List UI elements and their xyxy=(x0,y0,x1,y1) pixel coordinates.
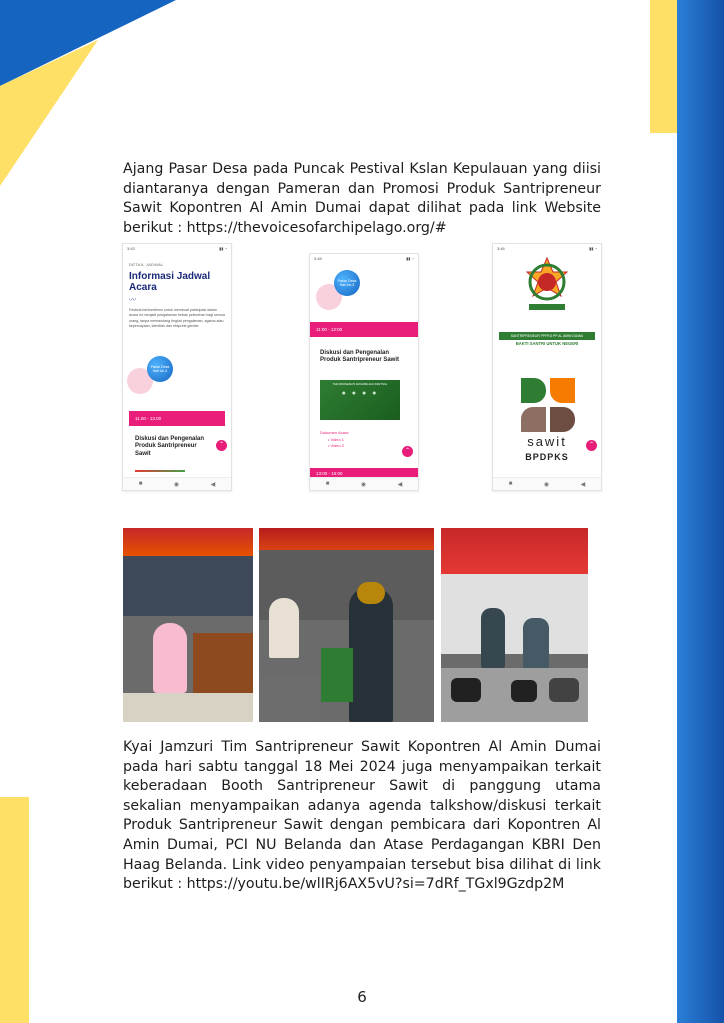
paragraph-intro: Ajang Pasar Desa pada Puncak Pestival Kslan Kepulauan yang diisi diantaranya dengan Pameran dan Promosi Produk Santripreneur Sawit Kopontren Al Amin Dumai dapat dilihat pada link Website berikut : https://thevoicesofarchipelago.org/# xyxy=(123,161,601,236)
event-title: Diskusi dan Pengenalan Produk Santripreneur Sawit xyxy=(320,350,400,364)
signal-icon: ▮▮ ◔ xyxy=(406,256,414,261)
poster-title: THE INDONESIA'S ARCHIPELAGO FESTIVAL xyxy=(332,383,388,386)
video-link-1[interactable]: • Video 1 xyxy=(328,437,345,442)
video-link-2[interactable]: • Video 2 xyxy=(328,443,345,448)
schedule-body: Festival berkomitmen untuk membuat partisipasi dalam acara ini menjadi pengalaman bebas pelecehan bagi semua orang, tanpa memandang tingkat pengalaman, agama atau kepercayaan, identitas dan ekspresi gender. xyxy=(129,308,225,329)
progress-strip xyxy=(135,470,185,472)
signal-icon: ▮▮ ◔ xyxy=(589,246,597,251)
back-icon[interactable]: ◀ xyxy=(580,481,586,488)
android-nav xyxy=(123,477,231,490)
expand-button[interactable]: ⌃ xyxy=(586,440,597,451)
schedule-title: Informasi Jadwal Acara xyxy=(129,271,211,293)
event-title: Diskusi dan Pengenalan Produk Santripreneur Sawit xyxy=(135,436,205,457)
square-icon[interactable]: ■ xyxy=(138,481,143,487)
right-yellow-strip xyxy=(650,0,677,133)
booth-photo-3 xyxy=(441,528,588,722)
phone-screenshot-schedule xyxy=(122,243,232,491)
page-number: 6 xyxy=(357,988,367,1006)
documents-heading: Dokumen Acara xyxy=(320,430,349,435)
back-icon[interactable]: ◀ xyxy=(210,481,216,488)
day-bubble[interactable]: Pasar Desa Hari ke-3 xyxy=(147,356,173,382)
home-icon[interactable]: ◉ xyxy=(360,481,367,488)
expand-button[interactable]: ⌃ xyxy=(402,446,413,457)
event-poster xyxy=(320,380,400,420)
bpdpks-mark xyxy=(521,378,577,432)
detail-label: DETAIL JADWAL xyxy=(129,262,164,267)
signal-icon: ▮▮ ◔ xyxy=(219,246,227,251)
booth-photo-2 xyxy=(259,528,434,722)
time-slot-bar[interactable]: 11:00 - 13:00 xyxy=(310,322,418,337)
time-slot-bar[interactable]: 11.00 - 13.00 xyxy=(129,411,225,426)
expand-button[interactable]: ⌃ xyxy=(216,440,227,451)
square-icon[interactable]: ■ xyxy=(508,481,513,487)
phone-screenshot-event xyxy=(309,253,419,491)
back-icon[interactable]: ◀ xyxy=(397,481,403,488)
wave-icon: 〰 xyxy=(129,297,136,304)
santripreneur-banner: SANTRIPRENEUR PPPKS PP AL AMIN DUMAI xyxy=(499,332,595,340)
paragraph-talkshow: Kyai Jamzuri Tim Santripreneur Sawit Kopontren Al Amin Dumai pada hari sabtu tanggal 18 Mei 2024 juga menyampaikan terkait keberadaan Booth Santripreneur Sawit di panggung utama sekalian menyampaikan adanya agenda talkshow/diskusi terkait Produk Santripreneur Sawit dengan pembicara dari Kopontren Al Amin Dumai, PCI NU Belanda dan Atase Perdagangan KBRI Den Haag Belanda. Link video penyampaian tersebut bisa dilihat di link berikut : https://youtu.be/wlIRj6AX5vU?si=7dRf_TGxl9Gzdp2M xyxy=(123,739,601,893)
tagline: BAKTI SANTRI UNTUK NEGERI xyxy=(515,341,579,346)
booth-photo-1 xyxy=(123,528,253,722)
day-bubble[interactable]: Pasar Desa Hari ke-3 xyxy=(334,270,360,296)
sawit-wordmark: sawit xyxy=(527,434,567,449)
right-blue-strip xyxy=(677,0,724,1023)
poster-dots: ● ● ● ● xyxy=(341,390,379,397)
next-slot-bar[interactable]: 13:00 - 15:00 xyxy=(310,468,418,479)
phone-screenshot-logos xyxy=(492,243,602,491)
status-bar: 3:45 ▮▮ ◔ xyxy=(310,254,418,268)
status-bar: 3:46 ▮▮ ◔ xyxy=(493,244,601,258)
android-nav xyxy=(493,477,601,490)
square-icon[interactable]: ■ xyxy=(325,481,330,487)
home-icon[interactable]: ◉ xyxy=(173,481,180,488)
status-bar: 3:43 ▮▮ ◔ xyxy=(123,244,231,258)
home-icon[interactable]: ◉ xyxy=(543,481,550,488)
bpdpks-wordmark: BPDPKS xyxy=(525,452,569,462)
android-nav xyxy=(310,477,418,490)
pesantren-logo xyxy=(521,256,573,326)
